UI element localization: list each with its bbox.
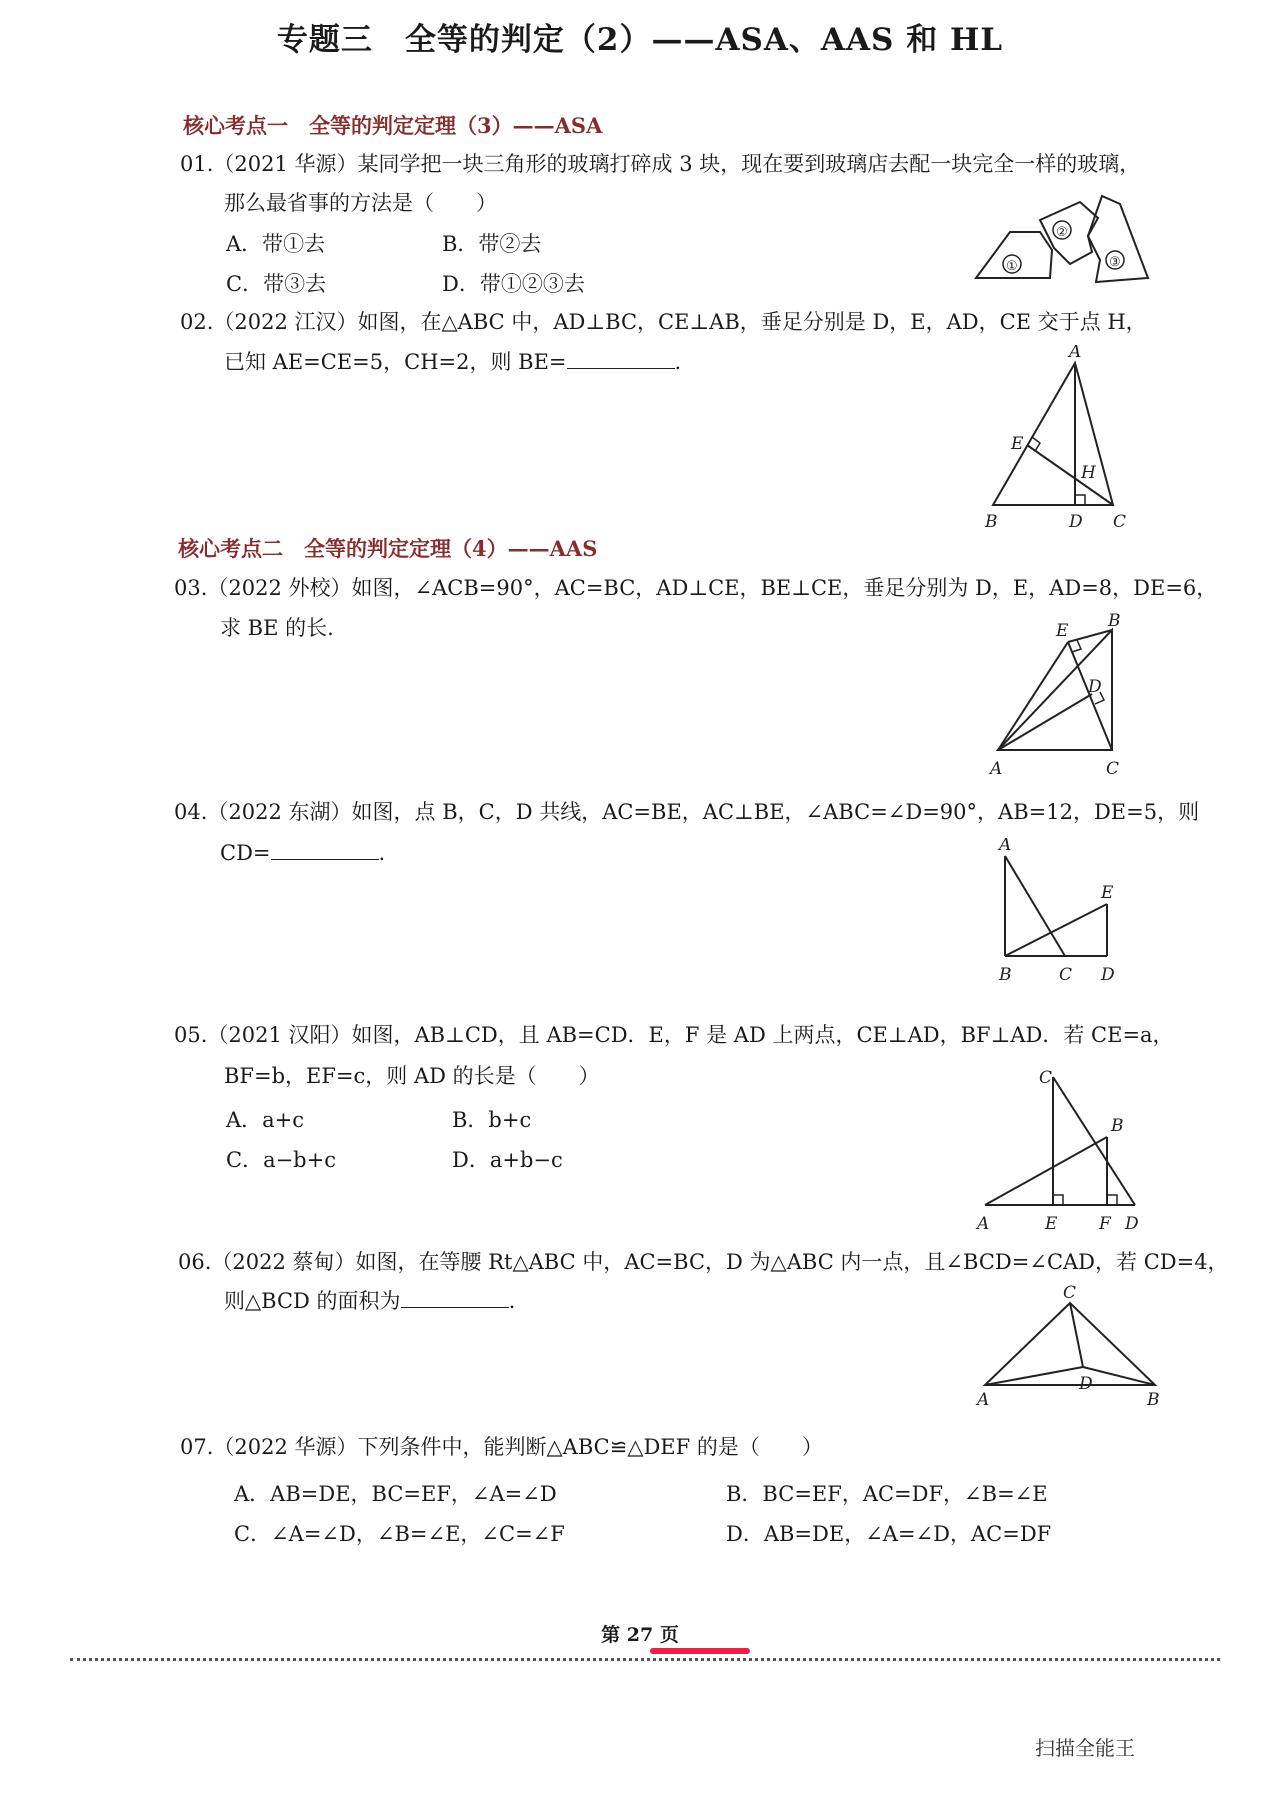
q6-answer-blank[interactable]	[401, 1287, 509, 1308]
q4-line1: 04.（2022 东湖）如图，点 B，C，D 共线，AC=BE，AC⊥BE，∠ABC=∠D=90°，AB=12，DE=5，则	[174, 800, 1200, 824]
q6-label-c: C	[1063, 1285, 1077, 1303]
page-number: 第 27 页	[601, 1624, 679, 1646]
q6-line2-end: .	[508, 1289, 516, 1313]
q6-line1: 06.（2022 蔡甸）如图，在等腰 Rt△ABC 中，AC=BC，D 为△ABC 内一点，且∠BCD=∠CAD，若 CD=4，	[178, 1250, 1229, 1274]
q7-option-c: C．∠A=∠D，∠B=∠E，∠C=∠F	[234, 1522, 565, 1546]
q7-option-b: B．BC=EF，AC=DF，∠B=∠E	[726, 1482, 1048, 1506]
q1-option-d: D．带①②③去	[442, 272, 585, 296]
q6-label-a: A	[977, 1390, 990, 1405]
q4-label-c: C	[1059, 965, 1073, 985]
q4-label-b: B	[999, 965, 1012, 985]
q4-line2-text: CD=	[220, 841, 271, 865]
q4-label-d: D	[1101, 965, 1115, 985]
q3-line2: 求 BE 的长.	[220, 616, 334, 640]
piece-1-label: ①	[1006, 259, 1018, 274]
q4-label-a: A	[999, 838, 1012, 855]
q7-line1: 07.（2022 华源）下列条件中，能判断△ABC≌△DEF 的是（ ）	[180, 1435, 823, 1459]
q5-label-b: B	[1111, 1116, 1124, 1136]
q1-line2: 那么最省事的方法是（ ）	[224, 191, 497, 215]
q3-line1: 03.（2022 外校）如图，∠ACB=90°，AC=BC，AD⊥CE，BE⊥CE，垂足分别为 D，E，AD=8，DE=6，	[174, 576, 1218, 600]
q1-option-a: A．带①去	[226, 232, 326, 256]
q1-option-c: C．带③去	[226, 272, 327, 296]
q4-label-e: E	[1101, 883, 1114, 903]
q6-line2	[224, 1282, 515, 1320]
q5-figure	[975, 1065, 1150, 1240]
q5-line1: 05.（2021 汉阳）如图，AB⊥CD，且 AB=CD．E，F 是 AD 上两点，CE⊥AD，BF⊥AD．若 CE=a，	[174, 1023, 1174, 1047]
q2-line2	[224, 343, 681, 381]
q2-label-b: B	[985, 512, 998, 532]
q5-label-e: E	[1045, 1214, 1058, 1234]
q3-label-a: A	[990, 759, 1003, 779]
q7-option-a: A．AB=DE，BC=EF，∠A=∠D	[234, 1482, 557, 1506]
q4-line2	[220, 834, 385, 872]
q3-label-b: B	[1108, 612, 1121, 631]
q3-triangle-figure	[980, 612, 1130, 782]
q2-label-h: H	[1081, 463, 1096, 483]
scanner-watermark: 扫描全能王	[1035, 1736, 1135, 1760]
q3-label-e: E	[1056, 621, 1069, 641]
q2-triangle-figure	[985, 345, 1135, 535]
q2-line2-end: .	[674, 350, 682, 374]
q5-label-c: C	[1039, 1068, 1053, 1088]
q5-option-a: A．a+c	[226, 1108, 305, 1132]
section-heading-1: 核心考点一 全等的判定定理（3）——ASA	[183, 113, 603, 138]
q5-label-d: D	[1125, 1214, 1139, 1234]
q6-label-b: B	[1147, 1390, 1160, 1405]
page-title: 专题三 全等的判定（2）——ASA、AAS 和 HL	[276, 22, 1004, 58]
q6-line2-text: 则△BCD 的面积为	[224, 1289, 401, 1313]
q2-line1: 02.（2022 江汉）如图，在△ABC 中，AD⊥BC，CE⊥AB，垂足分别是 D，E，AD，CE 交于点 H，	[180, 310, 1147, 334]
q2-label-e: E	[1011, 434, 1024, 454]
q4-answer-blank[interactable]	[271, 839, 379, 860]
page-number-underline	[650, 1648, 750, 1654]
q5-line2: BF=b，EF=c，则 AD 的长是（ ）	[224, 1064, 600, 1088]
q4-line2-end: .	[378, 841, 386, 865]
q5-label-f: F	[1099, 1214, 1111, 1234]
section-heading-2: 核心考点二 全等的判定定理（4）——AAS	[178, 536, 598, 561]
q5-option-c: C．a−b+c	[226, 1148, 336, 1172]
q4-figure	[985, 838, 1125, 990]
q6-label-d: D	[1079, 1374, 1093, 1394]
q5-option-b: B．b+c	[452, 1108, 532, 1132]
q2-answer-blank[interactable]	[567, 348, 675, 369]
q1-line1: 01.（2021 华源）某同学把一块三角形的玻璃打碎成 3 块，现在要到玻璃店去配一块完全一样的玻璃，	[180, 152, 1141, 176]
q7-option-d: D．AB=DE，∠A=∠D，AC=DF	[726, 1522, 1052, 1546]
q3-label-c: C	[1106, 759, 1120, 779]
piece-2-label: ②	[1056, 225, 1068, 240]
dotted-divider	[70, 1658, 1220, 1661]
q2-label-d: D	[1069, 512, 1083, 532]
q2-line2-text: 已知 AE=CE=5，CH=2，则 BE=	[224, 350, 567, 374]
q5-option-d: D．a+b−c	[452, 1148, 563, 1172]
q1-option-b: B．带②去	[442, 232, 542, 256]
q2-label-c: C	[1113, 512, 1127, 532]
q3-label-d: D	[1088, 677, 1102, 697]
q1-broken-glass-figure	[970, 190, 1155, 290]
q6-triangle-figure	[975, 1285, 1170, 1405]
q5-label-a: A	[977, 1214, 990, 1234]
q2-label-a: A	[1069, 345, 1082, 362]
piece-3-label: ③	[1109, 255, 1121, 270]
